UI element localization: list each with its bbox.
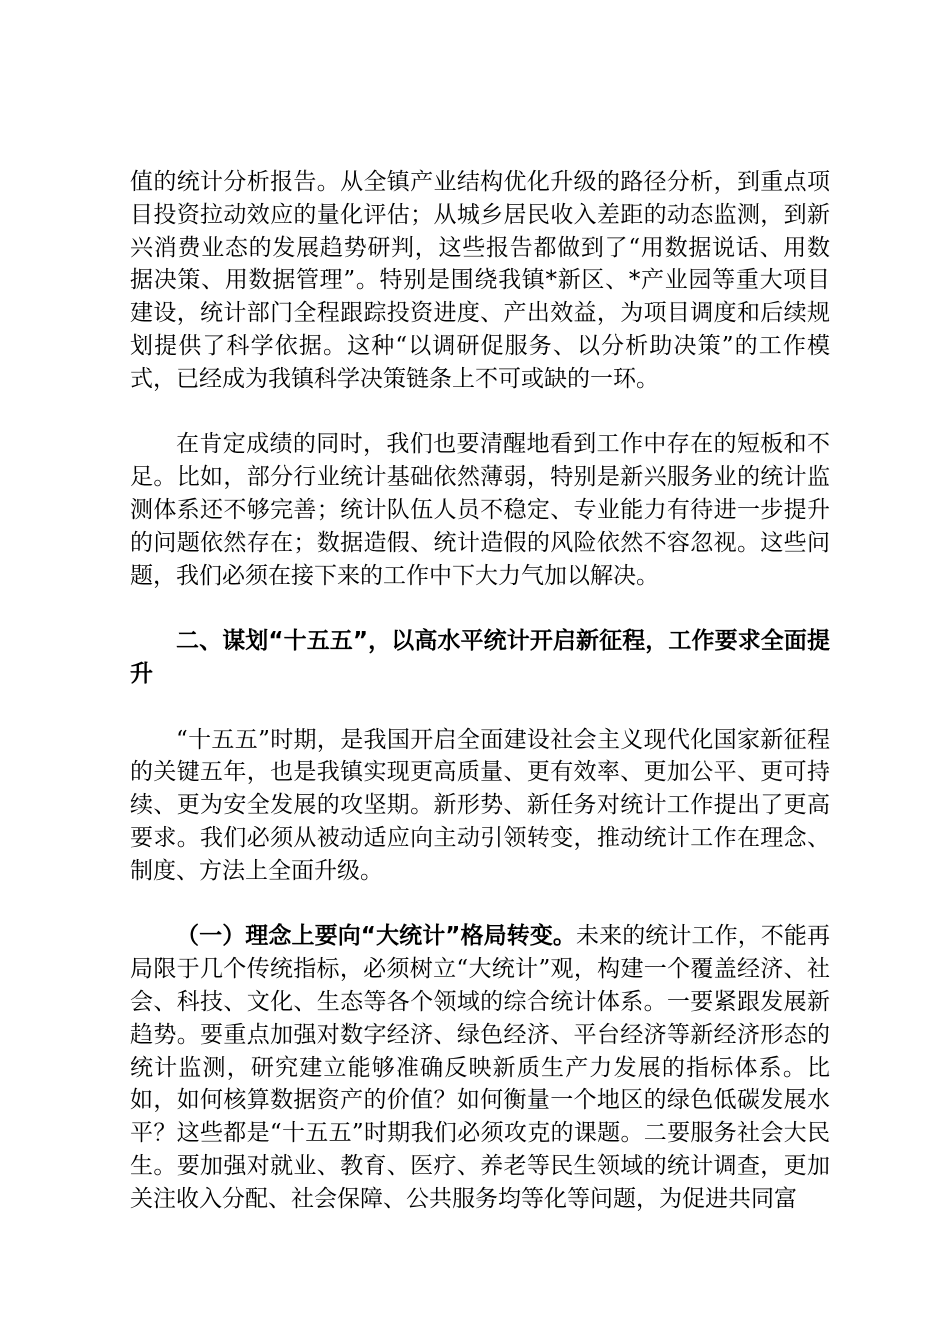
section-heading: 二、谋划“十五五”，以高水平统计开启新征程，工作要求全面提升 bbox=[130, 628, 830, 687]
body-paragraph: “十五五”时期，是我国开启全面建设社会主义现代化国家新征程的关键五年，也是我镇实现更高质量、更有效率、更加公平、更可持续、更为安全发展的攻坚期。新形势、新任务对统计工作提出了更高要求。我们必须从被动适应向主动引领转变，推动统计工作在理念、制度、方法上全面升级。 bbox=[130, 726, 830, 884]
body-paragraph: 值的统计分析报告。从全镇产业结构优化升级的路径分析，到重点项目投资拉动效应的量化评估；从城乡居民收入差距的动态监测，到新兴消费业态的发展趋势研判，这些报告都做到了“用数据说话、用数据决策、用数据管理”。特别是围绕我镇*新区、*产业园等重大项目建设，统计部门全程跟踪投资进度、产出效益，为项目调度和后续规划提供了科学依据。这种“以调研促服务、以分析助决策”的工作模式，已经成为我镇科学决策链条上不可或缺的一环。 bbox=[130, 169, 830, 392]
document-page bbox=[130, 166, 830, 1216]
subsection-lead: （一）理念上要向“大统计”格局转变。 bbox=[176, 923, 577, 950]
body-paragraph: 在肯定成绩的同时，我们也要清醒地看到工作中存在的短板和不足。比如，部分行业统计基础依然薄弱，特别是新兴服务业的统计监测体系还不够完善；统计队伍人员不稳定、专业能力有待进一步提升的问题依然存在；数据造假、统计造假的风险依然不容忽视。这些问题，我们必须在接下来的工作中下大力气加以解决。 bbox=[130, 431, 830, 589]
body-paragraph bbox=[130, 920, 830, 1215]
subsection-body: 未来的统计工作，不能再局限于几个传统指标，必须树立“大统计”观，构建一个覆盖经济、社会、科技、文化、生态等各个领域的综合统计体系。一要紧跟发展新趋势。要重点加强对数字经济、绿色经济、平台经济等新经济形态的统计监测，研究建立能够准确反映新质生产力发展的指标体系。比如，如何核算数据资产的价值？如何衡量一个地区的绿色低碳发展水平？这些都是“十五五”时期我们必须攻克的课题。二要服务社会大民生。要加强对就业、教育、医疗、养老等民生领域的统计调查，更加关注收入分配、社会保障、公共服务均等化等问题，为促进共同富 bbox=[130, 923, 831, 1212]
